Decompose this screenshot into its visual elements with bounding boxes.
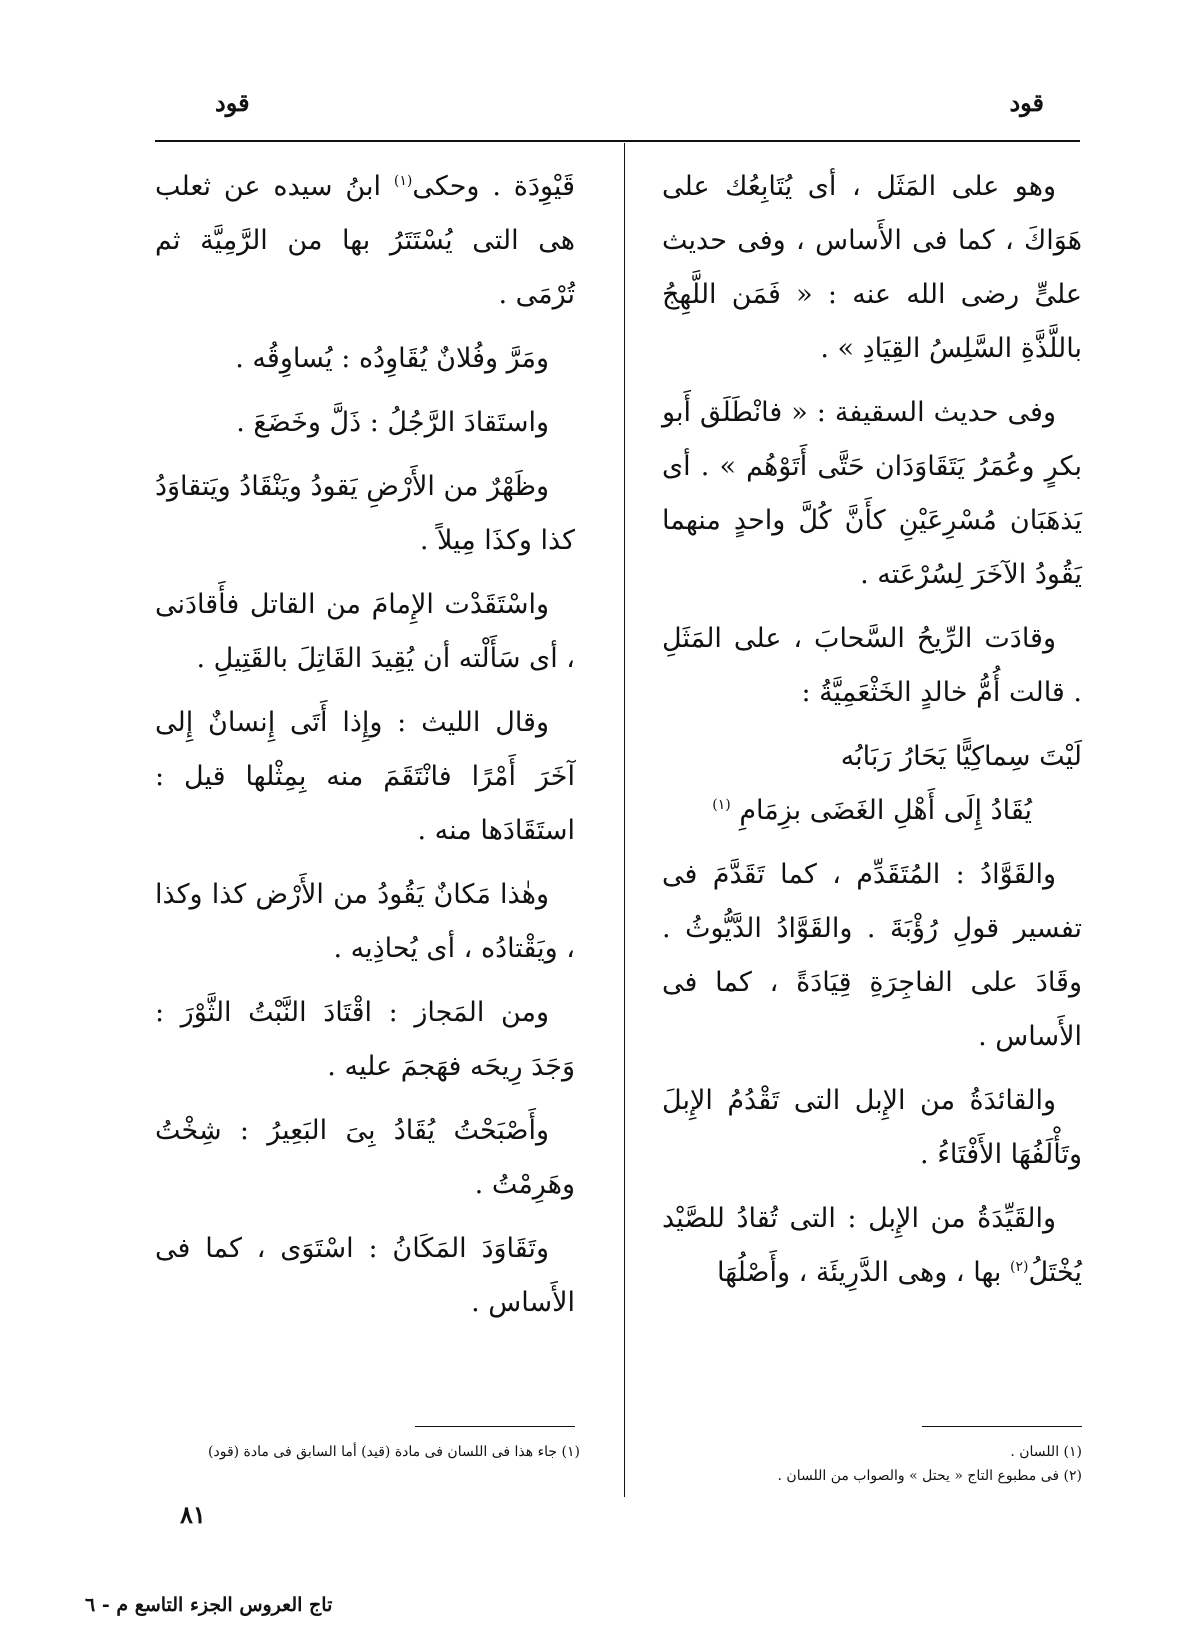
footnotes-right	[652, 1440, 1082, 1488]
paragraph	[662, 1192, 1082, 1300]
paragraph-text: والقَيِّدَةُ من الإِبل : التى تُقادُ للصَّيْد يُخْتَلُ	[662, 1203, 1082, 1288]
book-signature: تاج العروس الجزء التاسع م - ٦	[85, 1594, 333, 1616]
paragraph: ومَرَّ وفُلانٌ يُقَاوِدُه : يُساوِقُه .	[235, 343, 549, 374]
footnote-ref: (١)	[393, 173, 413, 189]
footnote-ref: (٢)	[1009, 1259, 1029, 1275]
paragraph	[155, 160, 575, 322]
column-divider	[624, 143, 625, 1497]
paragraph-text: ابنُ سيده عن ثعلب هى التى يُسْتَتَرُ بها من الرَّمِيَّة ثم تُرْمَى .	[155, 171, 575, 310]
paragraph-text: قَيْوِدَة . وحكى	[412, 171, 575, 202]
paragraph-text: بها ، وهى الدَّرِيئَة ، وأَصْلُهَا	[716, 1257, 1010, 1288]
paragraph: وهٰذا مَكانٌ يَقُودُ من الأَرْض كذا وكذا ، ويَقْتادُه ، أى يُحاذِيه .	[155, 879, 575, 964]
paragraph: واسْتَقَدْت الإِمامَ من القاتل فأَقادَنى ، أى سَأَلْته أن يُقِيدَ القَاتِلَ بالقَتِيلِ .	[155, 589, 575, 674]
footnote-ref: (١)	[712, 797, 731, 813]
paragraph: وظَهْرٌ من الأَرْضِ يَقودُ ويَنْقَادُ ويَتقاوَدُ كذا وكذَا مِيلاً .	[155, 471, 575, 556]
footnote: (٢) فى مطبوع التاج « يحتل » والصواب من اللسان .	[777, 1468, 1082, 1484]
paragraph: وقادَت الرِّيحُ السَّحابَ ، على المَثَلِ . قالت أُمُّ خالدٍ الخَثْعَمِيَّةُ :	[662, 623, 1082, 708]
paragraph: وتَقَاوَدَ المَكَانُ : اسْتَوَى ، كما فى الأَساس .	[155, 1233, 575, 1318]
paragraph: والقائدَةُ من الإِبل التى تَقْدُمُ الإِبلَ وتَأْلَفُهَا الأَفْتَاءُ .	[662, 1085, 1082, 1170]
paragraph: ومن المَجاز : اقْتَادَ النَّبْتُ الثَّوْرَ : وَجَدَ رِيحَه فهَجمَ عليه .	[155, 997, 575, 1082]
top-rule	[155, 140, 1080, 142]
paragraph: وقال الليث : وإِذا أَتَى إِنسانٌ إِلى آخَرَ أَمْرًا فانْتَقَمَ منه بِمِثْلها قيل : استَقَادَها منه .	[155, 707, 575, 846]
verse-line-1: لَيْتَ سِماكِيًّا يَحَارُ رَبَابُه	[840, 741, 1082, 772]
paragraph: واستَقادَ الرَّجُلُ : ذَلَّ وخَضَعَ .	[236, 407, 549, 438]
footnote: (١) اللسان .	[1010, 1444, 1082, 1460]
header-left: قود	[215, 88, 250, 117]
footnote: (١) جاء هذا فى اللسان فى مادة (قيد) أما السابق فى مادة (قود)	[208, 1444, 580, 1460]
verse-line-2	[662, 784, 1082, 838]
footnotes-left	[150, 1440, 580, 1464]
footnote-rule-right	[922, 1426, 1082, 1427]
page-number: ٨١	[180, 1500, 206, 1529]
paragraph: والقَوَّادُ : المُتَقَدِّم ، كما تَقَدَّمَ فى تفسير قولِ رُؤْبَةَ . والقَوَّادُ الدَّيُّوثُ . وقَادَ على الفاجِرَةِ قِيَادَةً ، كما فى الأَساس .	[662, 859, 1082, 1052]
header-right: قود	[1009, 88, 1044, 117]
paragraph: وأَصْبَحْتُ يُقَادُ بِىَ البَعِيرُ : شِخْتُ وهَرِمْتُ .	[155, 1115, 575, 1200]
paragraph: وفى حديث السقيفة : « فانْطَلَق أَبو بكرٍ وعُمَرُ يَتَقَاوَدَان حَتَّى أَتَوْهُم » . أى يَذهَبَان مُسْرِعَيْنِ كأَنَّ كُلَّ واحدٍ منهما يَقُودُ الآخَرَ لِسُرْعَته .	[662, 397, 1082, 590]
footnote-rule-left	[415, 1426, 575, 1427]
verse-line-2-text: يُقَادُ إِلَى أَهْلِ الغَضَى بزِمَامِ	[739, 795, 1032, 826]
right-column	[662, 160, 1082, 1310]
paragraph: وهو على المَثَل ، أى يُتَابِعُك على هَوَاكَ ، كما فى الأَساس ، وفى حديث علىٍّ رضى الله عنه : « فَمَن اللَّهِجُ باللَّذَّةِ السَّلِسُ القِيَادِ » .	[662, 171, 1082, 364]
verse	[662, 730, 1082, 838]
left-column	[155, 160, 575, 1340]
